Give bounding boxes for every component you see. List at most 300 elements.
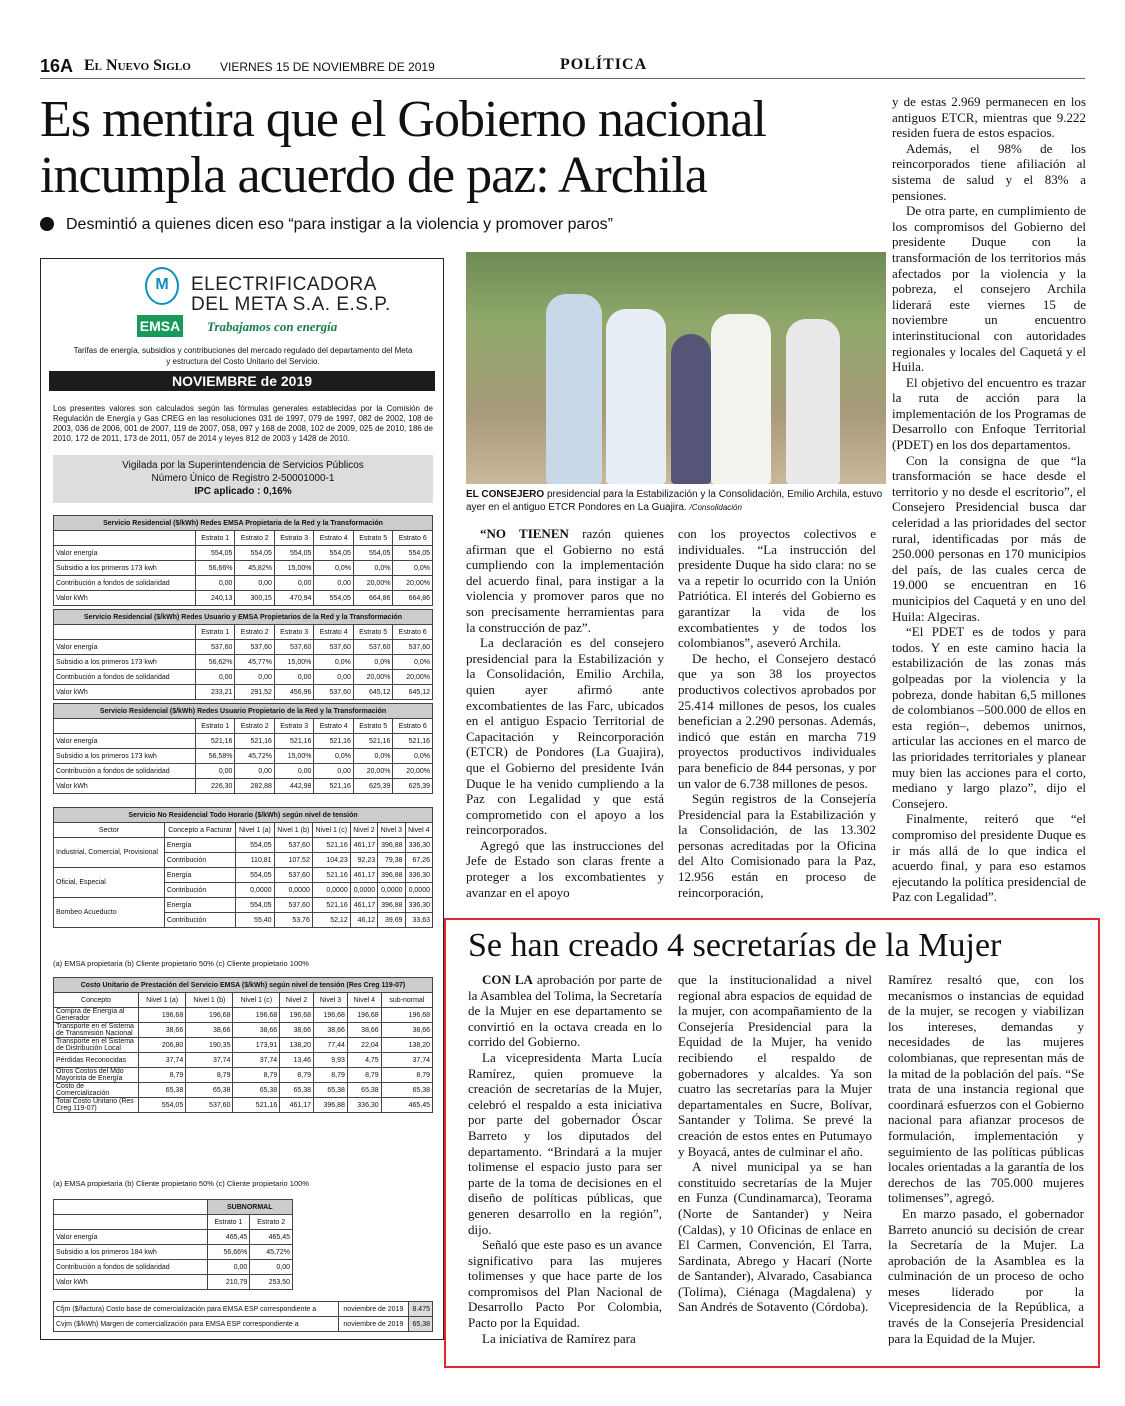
table-cell: 37,74 (186, 1053, 233, 1068)
table-cell: 45,77% (235, 655, 274, 670)
table-cell: 0,00 (195, 670, 234, 685)
table-row (54, 823, 433, 838)
table-cell: 521,16 (314, 734, 354, 749)
table-cell: Nivel 1 (b) (274, 823, 312, 838)
table-cell: 56,62% (195, 655, 234, 670)
table-cell: 537,60 (195, 640, 234, 655)
table-row (54, 576, 433, 591)
newspaper-name: El Nuevo Siglo (84, 57, 191, 74)
table-row (54, 655, 433, 670)
headline-line: Es mentira que el Gobierno nacional (40, 91, 766, 148)
table-cell: 45,82% (235, 561, 275, 576)
table-cell: Concepto (54, 993, 139, 1008)
table-cell: 20,00% (353, 764, 393, 779)
table-cell: Total Costo Unitario (Res Creg 119-07) (54, 1098, 139, 1113)
brand-line: DEL META S.A. E.S.P. (191, 294, 391, 315)
article-column (466, 526, 664, 910)
table-cell: 206,80 (139, 1038, 186, 1053)
table-cell: Energía (164, 898, 235, 913)
table-cell: 554,05 (236, 838, 274, 853)
table-cell: 65,38 (139, 1083, 186, 1098)
table-cell: 645,12 (353, 685, 392, 700)
table-cell: Servicio Residencial ($/kWh) Redes Usuario y EMSA Propietarios de la Red y la Transformación (54, 610, 433, 625)
table-cell: 645,12 (393, 685, 433, 700)
table-cell: Subsidio a los primeros 173 kwh (54, 749, 196, 764)
table-cell: Cfjm ($/factura) Costo base de comercialización para EMSA ESP correspondiente a (54, 1302, 339, 1317)
table-cell: 336,30 (405, 898, 432, 913)
table-row (54, 1245, 293, 1260)
table-cell: 65,38 (233, 1083, 280, 1098)
article-column (678, 972, 872, 1350)
table-cell: 46,12 (350, 913, 377, 928)
table-cell (54, 625, 196, 640)
table-cell: sub-normal (381, 993, 432, 1008)
table-cell: 396,88 (314, 1098, 348, 1113)
paragraph (892, 375, 1086, 453)
table-cell: Estrato 4 (314, 531, 354, 546)
table-cell: 45,72% (235, 749, 275, 764)
table-cell: 521,16 (312, 838, 350, 853)
table-cell: Transporte en el Sistema de Transmisión Nacional (54, 1023, 139, 1038)
table-cell: 537,60 (274, 640, 313, 655)
table-row (54, 838, 433, 853)
table-row (54, 993, 433, 1008)
table-cell: Estrato 5 (353, 625, 392, 640)
table-cell: 196,68 (233, 1008, 280, 1023)
table-row (54, 1098, 433, 1113)
article-column (678, 526, 876, 910)
table-cell: 65,38 (408, 1317, 432, 1332)
table-row (54, 516, 433, 531)
table-cell: 56,66% (207, 1245, 250, 1260)
paragraph-text: De otra parte, en cumplimiento de los compromisos del Gobierno del presidente Duque con la transformación de los territorios más afectados por la violencia y la pobreza, el consejero Archila liderará este viernes 15 de noviembre un encuentro interinstitucional con autoridades regionales y locales del Caquetá y el Huila. (892, 203, 1086, 375)
table-cell: 0,0000 (236, 883, 274, 898)
table-cell: 190,35 (186, 1038, 233, 1053)
table-row (54, 591, 433, 606)
supervision-line: Vigilada por la Superintendencia de Servicios Públicos (122, 460, 364, 471)
tariff-table (53, 807, 433, 928)
tariff-table (53, 1301, 433, 1332)
table-row (54, 640, 433, 655)
table-cell: 39,69 (378, 913, 405, 928)
table-row (54, 670, 433, 685)
table-cell: Estrato 3 (274, 719, 314, 734)
table-cell: 396,88 (378, 898, 405, 913)
article-column (468, 972, 662, 1350)
page-header (40, 56, 1085, 79)
table-cell: Estrato 2 (235, 531, 275, 546)
table-cell: 92,23 (350, 853, 377, 868)
table-cell: 465,45 (207, 1230, 250, 1245)
paragraph-text: La declaración es del consejero presidencial para la Estabilización y la Consolidación, Emilio Archila, quien ayer afirmó ante excombatientes de las Farc, ubicados en el antiguo Espacio Territorial de Capacitación y Reincorporación (ETCR) de Pondores (La Guajira), que el Gobierno del presidente Iván Duque le ha venido cumpliendo a la Paz con Legalidad y que está comprometido con el apoyo a los reincorporados. (466, 635, 664, 838)
table-cell: Valor kWh (54, 591, 196, 606)
table-row (54, 1200, 293, 1215)
table-row (54, 898, 433, 913)
table-cell: Cvjm ($/kWh) Margen de comercialización para EMSA ESP correspondiente a (54, 1317, 339, 1332)
paragraph (678, 651, 876, 791)
paragraph-text: Agregó que las instrucciones del Jefe de Estado son claras frente a proteger a los excombatientes y avanzar en el apoyo (466, 837, 664, 900)
table-cell: 554,05 (353, 546, 393, 561)
table-cell: 0,00 (274, 576, 314, 591)
table-cell: 521,16 (274, 734, 314, 749)
table-cell: Estrato 5 (353, 719, 393, 734)
table-cell: Servicio Residencial ($/kWh) Redes Usuario Propietario de la Red y la Transformación (54, 704, 433, 719)
table-cell: 456,96 (274, 685, 313, 700)
paragraph (892, 624, 1086, 811)
table-cell: 52,12 (312, 913, 350, 928)
tariff-table (53, 1199, 293, 1290)
table-cell: 537,60 (393, 640, 433, 655)
table-cell: Estrato 1 (195, 719, 235, 734)
ipc-value: IPC aplicado : 0,16% (194, 486, 292, 497)
table-cell: 521,16 (235, 734, 275, 749)
table-cell: 396,88 (378, 838, 405, 853)
table-cell: Estrato 6 (393, 625, 433, 640)
subheadline-text: Desmintió a quienes dicen eso “para instigar a la violencia y promover paros” (66, 216, 613, 233)
table-cell: 0,00 (195, 576, 235, 591)
photo-credit: /Consolidación (689, 503, 742, 512)
brand-line: ELECTRIFICADORA (191, 274, 377, 295)
paragraph-text: La vicepresidenta Marta Lucía Ramírez, quien promueve la creación de secretarías de la Mujer, celebró el respaldo a esta iniciativa por parte del gobernador Óscar Barreto y los diputados del departamento. “Brindará a la mujer tolimense el espacio justo para ser parte de la toma de decisiones en el diseño de políticas públicas, que generen desarrollo en la región”, dijo. (468, 1049, 662, 1237)
table-cell: 537,60 (314, 685, 353, 700)
paragraph-text: razón quienes afirman que el Gobierno no está cumpliendo con la implementación del acuerdo final, para instigar a la violencia y promover paros que no son precisamente herramientas para la construcción de paz”. (466, 526, 664, 635)
paragraph-text: Además, el 98% de los reincorporados tiene afiliación al sistema de salud y el 83% a pensiones. (892, 140, 1086, 203)
table-cell: Estrato 2 (235, 625, 274, 640)
table-cell: 521,16 (312, 868, 350, 883)
table-cell: Nivel 1 (c) (312, 823, 350, 838)
table-cell: 554,05 (393, 546, 433, 561)
table-row (54, 1038, 433, 1053)
table-cell: Contribución a fondos de solidaridad (54, 1260, 208, 1275)
table-cell: 38,66 (381, 1023, 432, 1038)
table-cell: 0,00 (314, 764, 354, 779)
table-row (54, 1317, 433, 1332)
table-cell: 521,16 (393, 734, 433, 749)
subheadline (40, 216, 870, 234)
table-cell: 470,94 (274, 591, 314, 606)
paragraph (892, 203, 1086, 375)
table-row (54, 1023, 433, 1038)
table-cell: 282,88 (235, 779, 275, 794)
table-cell: 537,60 (353, 640, 392, 655)
lightbulb-icon: M (145, 267, 179, 305)
table-cell: 65,38 (381, 1083, 432, 1098)
table-cell: Contribución (164, 883, 235, 898)
table-row (54, 610, 433, 625)
table-row (54, 808, 433, 823)
table-cell: 55,40 (236, 913, 274, 928)
table-cell: 67,26 (405, 853, 432, 868)
table-cell: Nivel 1 (a) (139, 993, 186, 1008)
paragraph (678, 526, 876, 651)
table-cell: 0,0% (393, 561, 433, 576)
ad-legal-text: Los presentes valores son calculados según las fórmulas generales establecidas por la Comisión de Regulación de Energía y Gas CREG en las resoluciones 031 de 1997, 079 de 1997, 082 de 2002, 108 de 2003, 036 de 2006, 001 de 2007, 119 de 2007, 058, 097 y 168 de 2008, 102 de 2009, 025 de 2010, 186 de 2010, 172 de 2011, 173 de 2011, 057 de 2014 y leyes 812 de 2003 y 1428 de 2010. (53, 404, 433, 443)
table-footnote: (a) EMSA propietaria (b) Cliente propietario 50% (c) Cliente propietario 100% (53, 1179, 309, 1188)
table-cell: 196,68 (381, 1008, 432, 1023)
table-cell: Nivel 3 (314, 993, 348, 1008)
page-number: 16A (40, 56, 74, 76)
table-cell: Industrial, Comercial, Provisional (54, 838, 165, 868)
table-cell: 0,0000 (378, 883, 405, 898)
table-row (54, 561, 433, 576)
lead-in: CON LA (482, 972, 533, 987)
table-cell: Nivel 1 (c) (233, 993, 280, 1008)
table-row (54, 1068, 433, 1083)
table-row (54, 1260, 293, 1275)
table-cell: 0,00 (235, 670, 274, 685)
secondary-headline: Se han creado 4 secretarías de la Mujer (468, 927, 1002, 964)
paragraph-text: Ramírez resaltó que, con los mecanismos o instancias de equidad de la mujer, se recogen y viabilizan los intereses, demandas y necesidades de las mujeres colombianas, que representan más de la mitad de la población del país. “Se trata de una instancia regional que coordinará esfuerzos con el Gobierno nacional para afianzar procesos de formulación, implementación y seguimiento de las políticas públicas locales orientadas a la garantía de los derechos de las 705.000 mujeres tolimenses”, agregó. (888, 972, 1084, 1206)
table-cell: 20,00% (353, 670, 392, 685)
table-cell: 537,60 (186, 1098, 233, 1113)
table-cell (54, 531, 196, 546)
emsa-logo (137, 267, 183, 343)
paragraph-text: La iniciativa de Ramírez para (482, 1330, 636, 1346)
table-cell: 0,00 (250, 1260, 293, 1275)
table-cell: 196,68 (186, 1008, 233, 1023)
table-cell: 537,60 (274, 868, 312, 883)
table-cell: Estrato 3 (274, 531, 314, 546)
table-cell: 240,13 (195, 591, 235, 606)
table-cell: 138,20 (381, 1038, 432, 1053)
table-row (54, 625, 433, 640)
table-cell: Servicio No Residencial Todo Horario ($/kWh) según nivel de tensión (54, 808, 433, 823)
section-name: POLÍTICA (560, 56, 648, 73)
table-cell: 79,38 (378, 853, 405, 868)
table-cell: Valor kWh (54, 779, 196, 794)
table-cell: 0,0% (314, 561, 354, 576)
table-cell: 554,05 (314, 546, 354, 561)
table-cell: 8,79 (139, 1068, 186, 1083)
table-cell: 196,68 (314, 1008, 348, 1023)
tariff-table (53, 703, 433, 794)
table-cell: 37,74 (381, 1053, 432, 1068)
table-row (54, 719, 433, 734)
table-cell: 253,50 (250, 1275, 293, 1290)
lead-in: “NO TIENEN (480, 526, 569, 541)
table-cell: 8,79 (314, 1068, 348, 1083)
paragraph (892, 94, 1086, 141)
table-row (54, 1008, 433, 1023)
table-cell: Oficial, Especial (54, 868, 165, 898)
table-cell: 461,17 (350, 898, 377, 913)
table-cell: Nivel 4 (405, 823, 432, 838)
paragraph-text: Con la consigna de que “la transformación se hace desde el territorio y no desde el escritorio”, el Consejero Presidencial busca dar celeridad a las prioridades del sector rural, identificadas por más de 250.000 personas en 170 municipios del país, de las cuales cerca de 19.000 se encuentran en 16 municipios del Caquetá y en uno del Huila: Algeciras. (892, 452, 1086, 624)
table-cell: 210,79 (207, 1275, 250, 1290)
paragraph-text: De hecho, el Consejero destacó que ya son 38 los proyectos productivos colectivos aprobados por 25.414 millones de pesos, los cuales benefician a 2.290 personas. Además, indicó que están en marcha 719 proyectos productivos individuales para beneficio de 844 personas, y por un valor de 6.738 millones de pesos. (678, 650, 876, 791)
main-headline (40, 92, 890, 204)
table-cell: 8,79 (347, 1068, 381, 1083)
table-cell: 554,05 (139, 1098, 186, 1113)
table-cell: noviembre de 2019 (338, 1317, 408, 1332)
paragraph (466, 838, 664, 900)
table-row (54, 546, 433, 561)
table-cell: 110,81 (236, 853, 274, 868)
table-row (54, 868, 433, 883)
table-cell: 56,58% (195, 749, 235, 764)
table-cell: Energía (164, 868, 235, 883)
supervision-line: Número Único de Registro 2-50001000-1 (151, 473, 335, 484)
table-cell: 554,05 (236, 898, 274, 913)
table-cell: 537,60 (274, 838, 312, 853)
table-cell: 625,39 (353, 779, 393, 794)
table-cell: 300,15 (235, 591, 275, 606)
table-cell: 104,23 (312, 853, 350, 868)
table-cell: 107,52 (274, 853, 312, 868)
table-cell: Nivel 1 (a) (236, 823, 274, 838)
table-cell: 196,68 (280, 1008, 314, 1023)
table-cell (54, 719, 196, 734)
table-cell: 461,17 (280, 1098, 314, 1113)
table-row (54, 1302, 433, 1317)
table-cell: 0,0% (353, 561, 393, 576)
table-cell: Bombeo Acueducto (54, 898, 165, 928)
paragraph (888, 1206, 1084, 1346)
table-cell: Estrato 2 (235, 719, 275, 734)
caption-text: presidencial para la Estabilización y la Consolidación, Emilio Archila, estuvo ayer en el antiguo ETCR Pondores en La Guajira. (466, 489, 883, 513)
ad-month-banner: NOVIEMBRE de 2019 (49, 371, 435, 391)
paragraph (466, 526, 664, 635)
table-cell: 38,66 (314, 1023, 348, 1038)
table-cell: Subsidio a los primeros 173 kwh (54, 561, 196, 576)
table-cell: 53,76 (274, 913, 312, 928)
table-cell: Valor energía (54, 546, 196, 561)
table-cell: 554,05 (236, 868, 274, 883)
table-cell: Estrato 2 (250, 1215, 293, 1230)
paragraph-text: El objetivo del encuentro es trazar la ruta de acción para la implementación de los Programas de Desarrollo con Enfoque Territorial (PDET) en los dos departamentos. (892, 374, 1086, 453)
table-row (54, 764, 433, 779)
table-cell: 0,00 (274, 764, 314, 779)
table-cell: 461,17 (350, 838, 377, 853)
photo-caption (466, 488, 886, 514)
table-row (54, 734, 433, 749)
paragraph (678, 972, 872, 1159)
paragraph (468, 1237, 662, 1331)
table-cell: 37,74 (233, 1053, 280, 1068)
table-cell: Servicio Residencial ($/kWh) Redes EMSA Propietaria de la Red y la Transformación (54, 516, 433, 531)
table-cell: 8,79 (233, 1068, 280, 1083)
table-cell: 336,30 (405, 838, 432, 853)
table-cell: 336,30 (405, 868, 432, 883)
table-cell: 0,0000 (350, 883, 377, 898)
table-cell: 465,45 (250, 1230, 293, 1245)
paragraph-text: “El PDET es de todos y para todos. Y en este camino hacia la estabilización de las zonas más golpeadas por la violencia y la pobreza, donde habitan 6,5 millones de colombianos –500.000 de ellos en esta región–, debemos unirnos, articular las acciones en el marco de las prioridades territoriales y planear muy bien las acciones para el corto, mediano y largo plazo”, dijo el Consejero. (892, 624, 1086, 811)
issue-date: VIERNES 15 DE NOVIEMBRE DE 2019 (220, 60, 435, 74)
table-cell: 0,00 (195, 764, 235, 779)
table-cell: Valor kWh (54, 685, 196, 700)
table-cell: 8.475 (408, 1302, 432, 1317)
paragraph-text: En marzo pasado, el gobernador Barreto anunció su decisión de crear la Secretaría de la Mujer. La aprobación de la Asamblea es la culminación de un proceso de ocho meses liderado por la Vicepresidencia de la República, a través de la Consejería Presidencial para la Equidad de la Mujer. (888, 1205, 1084, 1346)
tariff-table (53, 515, 433, 606)
table-cell: Nivel 3 (378, 823, 405, 838)
table-cell: 8,79 (381, 1068, 432, 1083)
table-cell: 38,66 (186, 1023, 233, 1038)
table-cell: 336,30 (347, 1098, 381, 1113)
paragraph-text: A nivel municipal ya se han constituido secretarías de la Mujer en Funza (Cundinamarca), Teorama (Norte de Santander) y Neira (Caldas), y 10 Oficinas de enlace en El Carmen, Convención, El Tarra, Sardinata, Abrego y Hacarí (Norte de Santander), Alvarado, Casabianca (Tolima), Ciénaga (Magdalena) y San Andrés de Sotavento (Córdoba). (678, 1159, 872, 1315)
table-cell: 461,17 (350, 868, 377, 883)
table-cell: 38,66 (233, 1023, 280, 1038)
table-cell: 625,39 (393, 779, 433, 794)
table-cell: 13,46 (280, 1053, 314, 1068)
table-cell: Costo Unitario de Prestación del Servicio EMSA ($/kWh) según nivel de tensión (Res Creg 119-07) (54, 978, 433, 993)
table-cell: 20,00% (393, 670, 433, 685)
table-cell: 0,0% (314, 655, 353, 670)
table-cell: 0,0000 (274, 883, 312, 898)
emsa-tariff-ad (40, 258, 444, 1340)
paragraph (892, 453, 1086, 625)
table-cell: Valor energía (54, 640, 196, 655)
table-cell: 0,0% (393, 655, 433, 670)
table-cell: 0,0000 (312, 883, 350, 898)
table-cell: 0,00 (314, 670, 353, 685)
table-cell: 45,72% (250, 1245, 293, 1260)
caption-lead: EL CONSEJERO (466, 489, 545, 500)
news-photo (466, 252, 886, 484)
table-cell: 554,05 (274, 546, 314, 561)
table-cell: 521,16 (233, 1098, 280, 1113)
table-cell: SUBNORMAL (207, 1200, 292, 1215)
table-cell: 20,00% (393, 764, 433, 779)
table-cell: Contribución (164, 913, 235, 928)
table-cell: 233,21 (195, 685, 234, 700)
tariff-table (53, 977, 433, 1113)
table-cell: 65,38 (314, 1083, 348, 1098)
table-cell: Subsidio a los primeros 173 kwh (54, 655, 196, 670)
table-row (54, 1275, 293, 1290)
table-cell: Otros Costos del Mdo Mayorista de Energía (54, 1068, 139, 1083)
table-cell: Estrato 3 (274, 625, 313, 640)
headline-line: incumpla acuerdo de paz: Archila (40, 147, 707, 204)
table-row (54, 779, 433, 794)
table-cell: 56,66% (195, 561, 235, 576)
paragraph (892, 811, 1086, 905)
table-cell: Subsidio a los primeros 184 kwh (54, 1245, 208, 1260)
table-row (54, 978, 433, 993)
table-cell: Estrato 5 (353, 531, 393, 546)
table-cell: 291,52 (235, 685, 274, 700)
table-cell: Contribución (164, 853, 235, 868)
ad-intro: Tarifas de energía, subsidios y contribuciones del mercado regulado del departamento del Meta y estructura del Costo Unitario del Servicio. (73, 346, 413, 366)
table-cell: Contribución a fondos de solidaridad (54, 576, 196, 591)
table-cell: 0,00 (314, 576, 354, 591)
table-cell: Estrato 1 (195, 531, 235, 546)
table-cell: 521,16 (195, 734, 235, 749)
table-cell: 33,63 (405, 913, 432, 928)
table-cell: 554,05 (314, 591, 354, 606)
table-cell: Nivel 4 (347, 993, 381, 1008)
table-cell: 521,16 (312, 898, 350, 913)
table-cell: 465,45 (381, 1098, 432, 1113)
paragraph-text: Finalmente, reiteró que “el compromiso del presidente Duque es ir más allá de lo que indica el acuerdo final, y para eso estamos ejecutando la política presidencial de Paz con Legalidad”. (892, 811, 1086, 905)
table-row (54, 1215, 293, 1230)
table-cell: 37,74 (139, 1053, 186, 1068)
table-row (54, 685, 433, 700)
paragraph (888, 972, 1084, 1206)
article-column (888, 972, 1084, 1350)
table-cell: 196,68 (139, 1008, 186, 1023)
table-cell: Estrato 1 (195, 625, 234, 640)
table-cell: 15,00% (274, 655, 313, 670)
paragraph (466, 635, 664, 838)
paragraph-text: y de estas 2.969 permanecen en los antiguos ETCR, mientras que 9.222 residen fuera de estos espacios. (892, 94, 1086, 141)
table-cell: 0,0% (353, 749, 393, 764)
table-cell: Estrato 1 (207, 1215, 250, 1230)
table-cell: 77,44 (314, 1038, 348, 1053)
table-cell: Transporte en el Sistema de Distribución Local (54, 1038, 139, 1053)
table-cell: 22,04 (347, 1038, 381, 1053)
table-cell: Pérdidas Reconocidas (54, 1053, 139, 1068)
table-cell: Estrato 4 (314, 625, 353, 640)
